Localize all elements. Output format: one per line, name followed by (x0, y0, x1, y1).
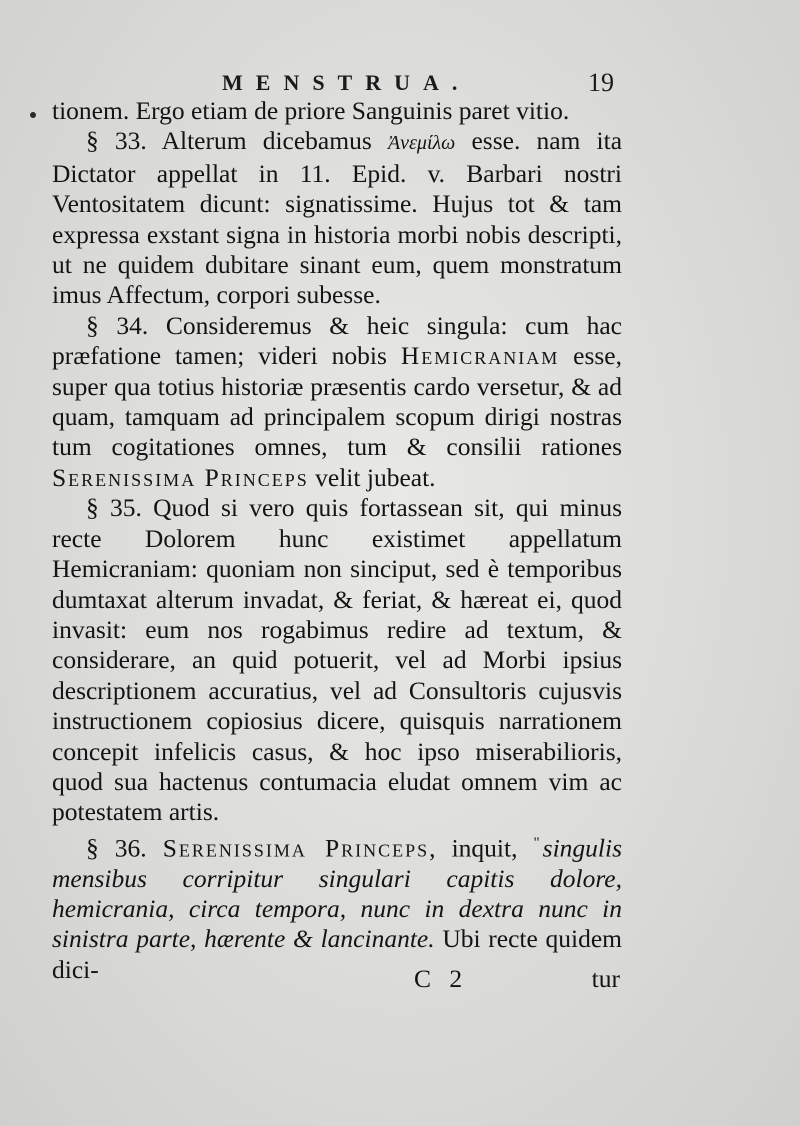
smallcaps-term: Hemicraniam (400, 341, 560, 371)
paragraph-text: Consideremus & heic singula: cum hac præfatione tamen; videri nobis (52, 310, 623, 371)
paragraph-text: esse. nam ita Dictator appellat in 11. Epid. v. Barbari nostri Ventositatem dicunt: signatissime. Hujus tot & tam expressa exstant signa in historia morbi nobis descripti, ut ne quidem dubitare sinant eum, quem monstratum imus Affectum, corpori subesse. (52, 126, 623, 310)
paragraph-text: Alterum dicebamus (161, 126, 372, 156)
catchword: tur (591, 964, 620, 993)
paragraph-text: Ubi recte quidem dici- (52, 924, 622, 984)
quotation-mark: " (533, 834, 540, 851)
section-number: § 35. (86, 493, 142, 523)
section-number: § 33. (86, 126, 147, 156)
quoted-text: singulis mensibus corripitur singulari capitis dolore, hemicrania, circa tempora, nunc in dextra nunc in sinistra parte, hærente & lancinante. (52, 833, 623, 954)
paragraph-34 (52, 311, 622, 493)
greek-word: Ἀνεμίλω (387, 132, 456, 155)
smallcaps-term: Serenissima Princeps (162, 833, 430, 863)
section-number: § 34. (86, 310, 149, 340)
paragraph-33 (52, 126, 622, 310)
running-head: MENSTRUA. (222, 70, 471, 95)
paragraph-35 (52, 493, 622, 827)
paragraph-text: Quod si vero quis fortassean sit, qui minus recte Dolorem hunc existimet appellatum Hemicraniam: quoniam non sinciput, sed è temporibus dumtaxat alterum invadat, & feriat, & hæreat ei, quod invasit: eum nos rogabimus redire ad textum, & considerare, an quid potuerit, vel ad Morbi ipsius descriptionem accuratius, vel ad Consultoris cujusvis instructionem copiosius dicere, quisquis narrationem concepit infelicis casus, & hoc ipso miserabilioris, quod sua hactenus contumacia eludat omnem vim ac potestatem artis. (52, 493, 622, 827)
page-footer (52, 964, 622, 998)
paragraph-continuation (52, 96, 622, 126)
paragraph-text: tionem. Ergo etiam de priore Sanguinis paret vitio. (52, 96, 570, 125)
section-number: § 36. (86, 833, 147, 863)
paragraph-text: , inquit, (429, 833, 518, 863)
page-number: 19 (588, 68, 614, 97)
paragraph-text: esse, super qua totius historiæ præsentis cardo versetur, & ad quam, tamquam ad principalem scopum dirigi nostras tum cogitationes omnes, tum & consilii rationes (52, 341, 622, 462)
paragraph-36 (52, 828, 622, 986)
paragraph-text: velit jubeat. (315, 462, 436, 492)
main-text (52, 96, 622, 985)
signature-mark: C 2 (414, 964, 469, 993)
ink-speck (30, 112, 36, 118)
smallcaps-term: Serenissima Princeps (52, 462, 309, 492)
